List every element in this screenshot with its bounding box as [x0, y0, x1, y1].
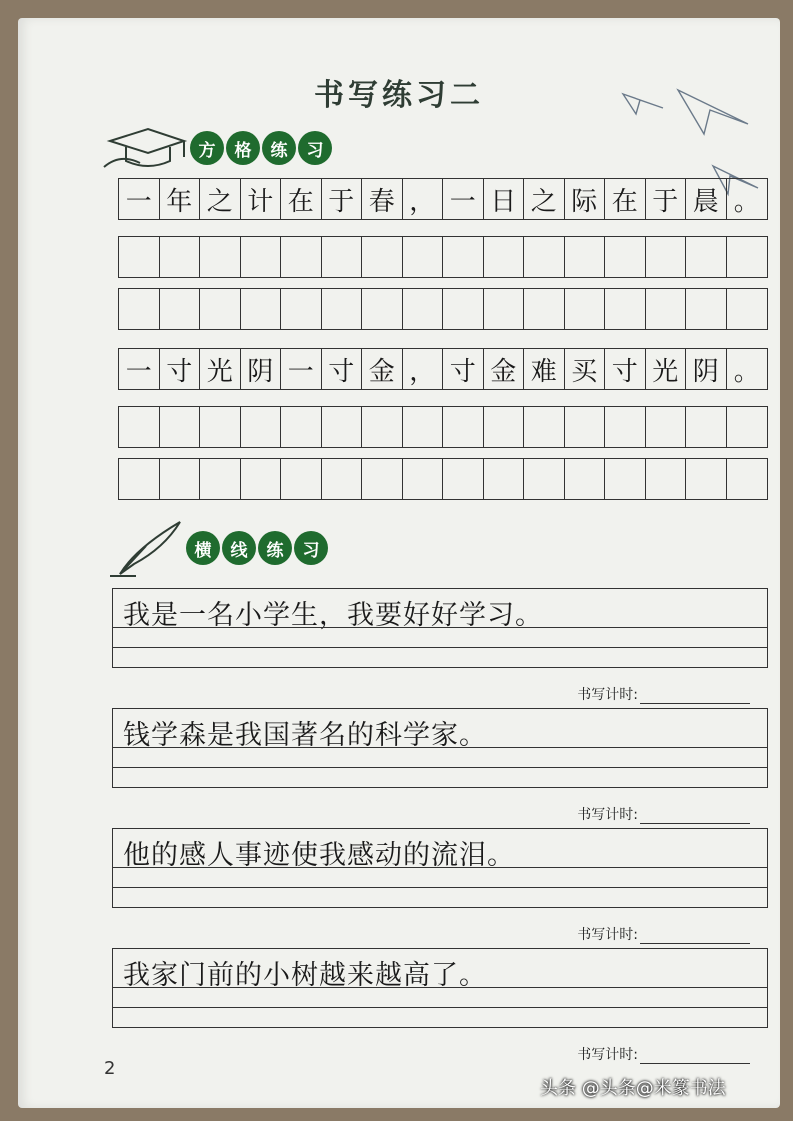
grid-label-char-2: 格 — [226, 131, 260, 165]
grid-cell[interactable] — [524, 459, 565, 499]
writing-timer-label: 书写计时: — [577, 927, 638, 943]
grid-cell[interactable] — [605, 459, 646, 499]
grid-cell[interactable] — [646, 459, 687, 499]
grid-row — [118, 348, 768, 390]
model-sentence: 我是一名小学生，我要好好学习。 — [123, 600, 543, 631]
grid-label-char-4: 习 — [298, 131, 332, 165]
grid-cell[interactable] — [565, 289, 606, 329]
model-sentence: 钱学森是我国著名的科学家。 — [123, 720, 487, 751]
grid-cell[interactable]: 阴 — [241, 349, 282, 389]
grid-cell[interactable]: 寸 — [160, 349, 201, 389]
line-practice-box[interactable] — [112, 708, 768, 788]
lines-label-char-4: 习 — [294, 531, 328, 565]
grid-cell[interactable]: 一 — [281, 349, 322, 389]
grid-cell[interactable] — [200, 289, 241, 329]
page-number: 2 — [104, 1058, 116, 1079]
grid-cell[interactable] — [565, 407, 606, 447]
grid-cell[interactable]: 之 — [200, 179, 241, 219]
grid-cell[interactable] — [605, 289, 646, 329]
grid-cell[interactable] — [403, 237, 444, 277]
grid-label-char-1: 方 — [190, 131, 224, 165]
grid-cell[interactable]: 寸 — [443, 349, 484, 389]
writing-timer-label: 书写计时: — [577, 687, 638, 703]
grid-cell[interactable] — [160, 407, 201, 447]
grid-cell[interactable] — [443, 289, 484, 329]
grid-cell[interactable] — [119, 237, 160, 277]
grid-cell[interactable] — [403, 459, 444, 499]
grid-cell[interactable] — [727, 237, 768, 277]
grid-cell[interactable]: 计 — [241, 179, 282, 219]
grid-cell[interactable]: 于 — [322, 179, 363, 219]
grid-cell[interactable] — [281, 237, 322, 277]
writing-timer[interactable] — [577, 1044, 750, 1064]
grid-cell[interactable] — [119, 289, 160, 329]
grid-cell[interactable]: 年 — [160, 179, 201, 219]
grid-cell[interactable] — [160, 237, 201, 277]
lines-section-header — [106, 518, 330, 578]
grid-cell[interactable] — [686, 237, 727, 277]
grid-cell[interactable] — [200, 237, 241, 277]
lines-label-char-1: 横 — [186, 531, 220, 565]
grid-cell[interactable] — [241, 289, 282, 329]
grid-cell[interactable] — [281, 459, 322, 499]
grid-cell[interactable] — [524, 237, 565, 277]
grid-cell[interactable] — [241, 407, 282, 447]
grid-cell[interactable]: ， — [403, 179, 444, 219]
grid-row — [118, 458, 768, 500]
grid-cell[interactable]: 一 — [119, 349, 160, 389]
grid-cell[interactable]: 一 — [119, 179, 160, 219]
grid-cell[interactable] — [119, 407, 160, 447]
grid-cell[interactable]: 金 — [484, 349, 525, 389]
model-sentence: 他的感人事迹使我感动的流泪。 — [123, 840, 515, 871]
grid-cell[interactable] — [443, 407, 484, 447]
grid-cell[interactable]: 际 — [565, 179, 606, 219]
grid-label-char-3: 练 — [262, 131, 296, 165]
watermark-text: 头条 @头条@米篆书法 — [540, 1078, 726, 1099]
grid-cell[interactable]: 在 — [605, 179, 646, 219]
feather-pen-icon — [106, 518, 186, 578]
line-practice-box[interactable] — [112, 948, 768, 1028]
grid-row — [118, 288, 768, 330]
grid-cell[interactable] — [362, 459, 403, 499]
grid-cell[interactable] — [281, 407, 322, 447]
grid-cell[interactable] — [241, 237, 282, 277]
model-sentence: 我家门前的小树越来越高了。 — [123, 960, 487, 991]
grid-cell[interactable]: 于 — [646, 179, 687, 219]
grid-cell[interactable] — [524, 289, 565, 329]
grid-cell[interactable] — [322, 237, 363, 277]
writing-timer-label: 书写计时: — [577, 807, 638, 823]
grid-cell[interactable]: 金 — [362, 349, 403, 389]
grid-cell[interactable] — [484, 459, 525, 499]
grid-cell[interactable] — [241, 459, 282, 499]
grid-cell[interactable] — [200, 407, 241, 447]
grid-cell[interactable]: 难 — [524, 349, 565, 389]
grid-row — [118, 236, 768, 278]
grid-cell[interactable] — [362, 289, 403, 329]
grid-cell[interactable] — [119, 459, 160, 499]
grid-cell[interactable] — [403, 407, 444, 447]
grid-row — [118, 178, 768, 220]
grid-cell[interactable]: 光 — [646, 349, 687, 389]
grid-cell[interactable] — [646, 289, 687, 329]
writing-timer[interactable] — [577, 804, 750, 824]
grid-cell[interactable]: 在 — [281, 179, 322, 219]
grid-cell[interactable] — [200, 459, 241, 499]
grid-cell[interactable] — [646, 237, 687, 277]
writing-timer-label: 书写计时: — [577, 1047, 638, 1063]
grid-cell[interactable]: 寸 — [322, 349, 363, 389]
page-title: 书写练习二 — [314, 78, 484, 113]
workbook-page — [18, 18, 780, 1108]
grid-cell[interactable] — [686, 407, 727, 447]
grid-cell[interactable] — [160, 459, 201, 499]
grid-cell[interactable] — [646, 407, 687, 447]
grid-cell[interactable]: 。 — [733, 356, 760, 387]
grid-cell[interactable] — [160, 289, 201, 329]
grid-cell[interactable] — [686, 289, 727, 329]
grid-cell[interactable]: 春 — [362, 179, 403, 219]
grid-cell[interactable] — [484, 289, 525, 329]
grid-cell[interactable] — [403, 289, 444, 329]
grid-cell[interactable]: 日 — [484, 179, 525, 219]
grid-cell[interactable] — [443, 237, 484, 277]
grid-cell[interactable]: 晨 — [686, 179, 727, 219]
grid-cell[interactable] — [281, 289, 322, 329]
grid-cell[interactable]: ， — [403, 349, 444, 389]
grid-cell[interactable] — [565, 459, 606, 499]
grid-cell[interactable] — [362, 237, 403, 277]
grid-cell[interactable] — [727, 289, 768, 329]
grid-cell[interactable] — [727, 459, 768, 499]
graduation-cap-icon — [100, 123, 190, 173]
grid-cell[interactable]: 寸 — [605, 349, 646, 389]
grid-section-header — [100, 123, 334, 173]
grid-row — [118, 406, 768, 448]
grid-cell[interactable]: 。 — [733, 186, 760, 217]
line-practice-box[interactable] — [112, 588, 768, 668]
grid-cell[interactable] — [686, 459, 727, 499]
writing-timer[interactable] — [577, 684, 750, 704]
grid-cell[interactable]: 阴 — [686, 349, 727, 389]
grid-cell[interactable] — [484, 237, 525, 277]
lines-label-char-3: 练 — [258, 531, 292, 565]
grid-cell[interactable] — [362, 407, 403, 447]
grid-cell[interactable]: 之 — [524, 179, 565, 219]
grid-cell[interactable] — [443, 459, 484, 499]
writing-timer[interactable] — [577, 924, 750, 944]
grid-cell[interactable] — [322, 407, 363, 447]
grid-cell[interactable]: 光 — [200, 349, 241, 389]
grid-cell[interactable] — [727, 407, 768, 447]
line-practice-box[interactable] — [112, 828, 768, 908]
grid-cell[interactable] — [565, 237, 606, 277]
grid-cell[interactable]: 一 — [443, 179, 484, 219]
grid-cell[interactable] — [524, 407, 565, 447]
grid-cell[interactable] — [322, 459, 363, 499]
lines-label-char-2: 线 — [222, 531, 256, 565]
grid-cell[interactable] — [605, 407, 646, 447]
grid-cell[interactable] — [605, 237, 646, 277]
grid-cell[interactable] — [484, 407, 525, 447]
grid-cell[interactable]: 买 — [565, 349, 606, 389]
grid-cell[interactable] — [322, 289, 363, 329]
